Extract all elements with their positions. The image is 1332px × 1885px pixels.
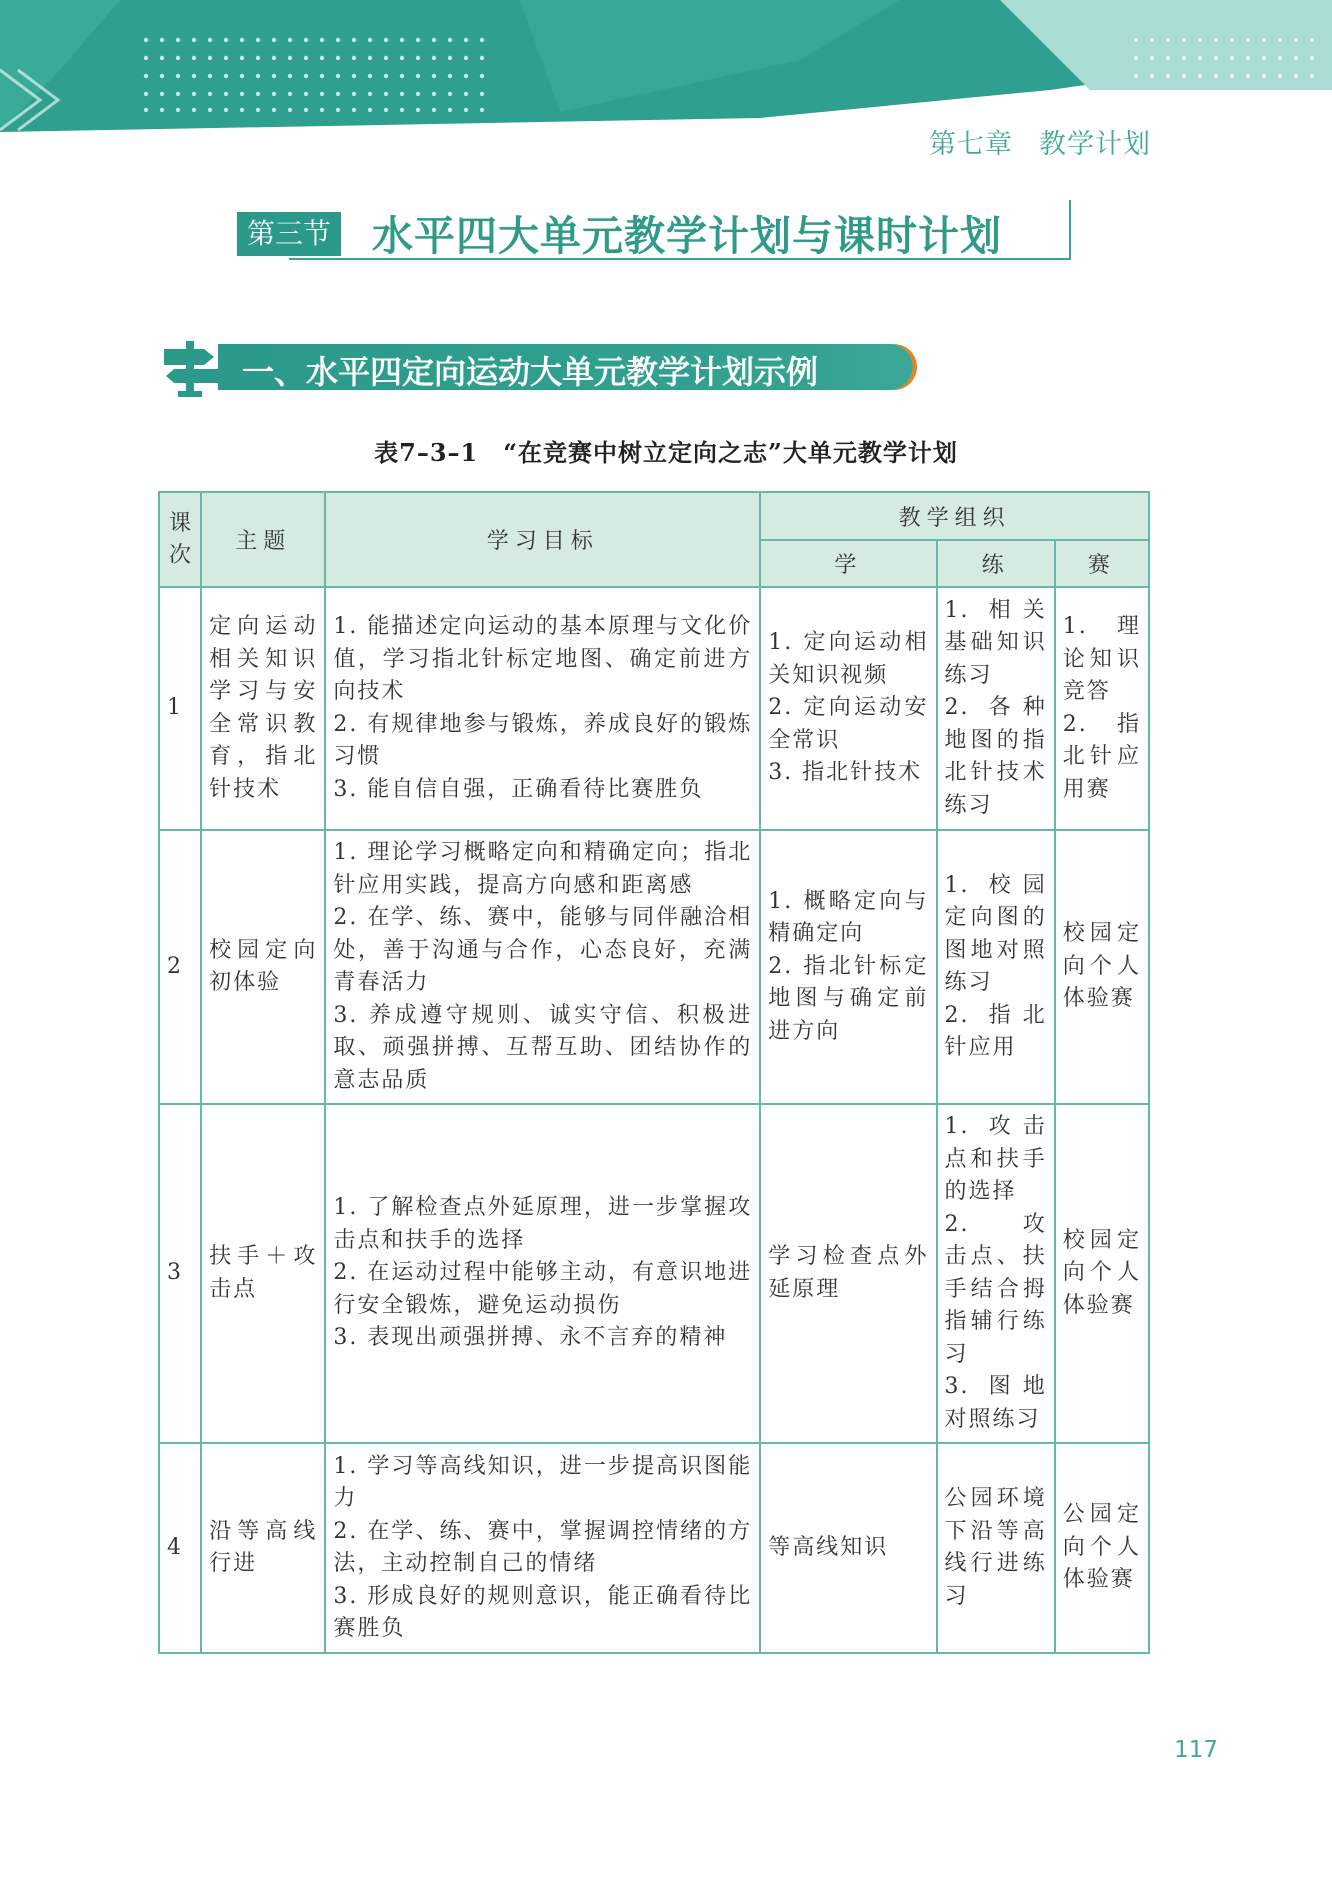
goal-item: 2. 在运动过程中能够主动，有意识地进行安全锻炼，避免运动损伤: [333, 1260, 753, 1318]
topic-cell: 扶手＋攻击点: [201, 1104, 325, 1443]
learn-item: 学习检查点外延原理: [768, 1244, 929, 1302]
table-row: [159, 587, 1149, 830]
learn-cell: [760, 587, 936, 830]
practice-item: 1. 攻击点和扶手的选择: [944, 1114, 1047, 1204]
goal-item: 2. 在学、练、赛中，掌握调控情绪的方法，主动控制自己的情绪: [333, 1518, 753, 1576]
practice-item: 1. 相关基础知识练习: [944, 597, 1047, 688]
goal-cell: [325, 587, 760, 830]
sub-heading-text: 一、水平四定向运动大单元教学计划示例: [242, 353, 819, 391]
goal-item: 2. 在学、练、赛中，能够与同伴融洽相处，善于沟通与合作，心态良好，充满青春活力: [333, 905, 753, 995]
goal-item: 3. 养成遵守规则、诚实守信、积极进取、顽强拼搏、互帮互助、团结协作的意志品质: [333, 1002, 753, 1093]
goal-cell: [325, 1443, 760, 1653]
header-lesson: 课次: [159, 492, 201, 587]
teaching-plan-table: [158, 491, 1150, 1654]
practice-cell: [937, 1104, 1071, 1443]
practice-cell: [937, 1443, 1055, 1653]
learn-cell: [760, 830, 936, 1104]
goal-item: 1. 理论学习概略定向和精确定向；指北针应用实践，提高方向感和距离感: [333, 840, 753, 898]
header-banner: [0, 0, 1332, 135]
chapter-header: [929, 122, 1151, 161]
section-heading: 水平四大单元教学计划与课时计划: [372, 212, 1002, 260]
goal-cell: [325, 830, 760, 1104]
topic-cell: 沿等高线行进: [201, 1443, 325, 1653]
practice-item: 1. 校园定向图的图地对照练习: [944, 872, 1047, 995]
lesson-number: 1: [159, 587, 201, 830]
header-compete: 赛: [1055, 540, 1149, 587]
goal-item: 1. 学习等高线知识，进一步提高识图能力: [333, 1453, 753, 1511]
learn-item: 等高线知识: [768, 1534, 889, 1560]
goal-item: 2. 有规律地参与锻炼，养成良好的锻炼习惯: [333, 711, 753, 769]
practice-item: 2. 指北针应用: [944, 1002, 1047, 1060]
chapter-title: 教学计划: [1039, 129, 1151, 160]
compete-item: 校园定向个人体验赛: [1062, 1227, 1141, 1318]
sub-heading: [160, 335, 920, 400]
header-learn: 学: [760, 540, 936, 587]
header-org: 教学组织: [760, 492, 1149, 540]
learn-cell: [760, 1104, 936, 1443]
compete-cell: [1055, 587, 1149, 830]
lesson-number: 4: [159, 1443, 201, 1653]
learn-item: 2. 指北针标定地图与确定前进方向: [768, 953, 929, 1044]
learn-item: 3. 指北针技术: [768, 760, 923, 786]
table-row: [159, 830, 1149, 1104]
signpost-icon: [160, 335, 230, 399]
chapter-number: 第七章: [929, 129, 1013, 160]
compete-cell: [1055, 1104, 1149, 1443]
goal-item: 1. 能描述定向运动的基本原理与文化价值，学习指北针标定地图、确定前进方向技术: [333, 614, 753, 704]
practice-cell: [937, 587, 1055, 830]
lesson-number: 2: [159, 830, 201, 1104]
goal-item: 1. 了解检查点外延原理，进一步掌握攻击点和扶手的选择: [333, 1195, 753, 1253]
lesson-number: 3: [159, 1104, 201, 1443]
page-number: 117: [1174, 1737, 1218, 1763]
learn-item: 2. 定向运动安全常识: [768, 695, 929, 753]
compete-cell: [1055, 1443, 1149, 1653]
compete-cell: [1055, 830, 1149, 1104]
goal-item: 3. 能自信自强，正确看待比赛胜负: [333, 776, 704, 802]
header-goal: 学习目标: [325, 492, 760, 587]
table-row: [159, 1104, 1149, 1443]
learn-cell: [760, 1443, 936, 1653]
compete-item: 2. 指北针应用赛: [1062, 711, 1141, 802]
goal-item: 3. 表现出顽强拼搏、永不言弃的精神: [333, 1325, 728, 1351]
learn-item: 1. 概略定向与精确定向: [768, 888, 929, 947]
practice-cell: [937, 830, 1055, 1104]
practice-item: 3. 图地对照练习: [944, 1374, 1047, 1432]
topic-cell: 定向运动相关知识学习与安全常识教育，指北针技术: [201, 587, 325, 830]
compete-item: 校园定向个人体验赛: [1062, 921, 1141, 1012]
compete-item: 公园定向个人体验赛: [1062, 1502, 1141, 1593]
table-row: [159, 1443, 1149, 1653]
header-topic: 主题: [201, 492, 325, 587]
practice-item: 2. 攻 击点、扶手结合拇指辅行练习: [944, 1211, 1071, 1367]
table-caption: 表7–3–1 “在竞赛中树立定向之志”大单元教学计划: [374, 438, 958, 467]
goal-item: 3. 形成良好的规则意识，能正确看待比赛胜负: [333, 1583, 753, 1641]
section-tag: 第三节: [237, 212, 341, 256]
goal-cell: [325, 1104, 760, 1443]
practice-item: 2. 各种地图的指北针技术练习: [944, 695, 1047, 818]
topic-cell: 校园定向初体验: [201, 830, 325, 1104]
section-title: [237, 200, 1072, 260]
learn-item: 1. 定向运动相关知识视频: [768, 630, 929, 688]
practice-item: 公园环境下沿等高线行进练习: [944, 1486, 1047, 1609]
compete-item: 1. 理论知识竞答: [1062, 614, 1141, 704]
header-practice: 练: [937, 540, 1055, 587]
